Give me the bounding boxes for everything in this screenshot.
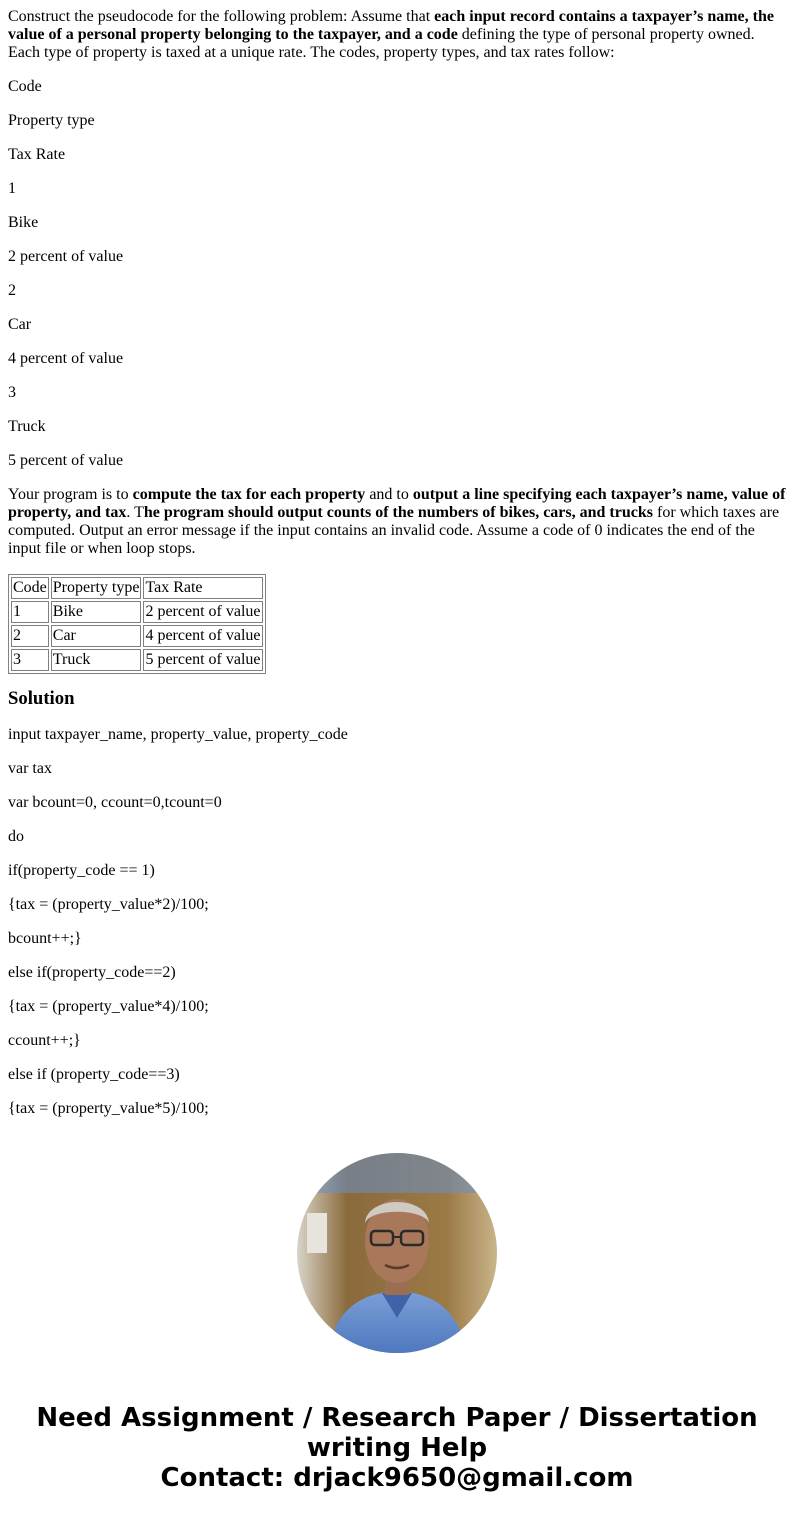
- req-text: and to: [365, 486, 413, 503]
- list-line: Bike: [8, 214, 39, 231]
- req-text: . T: [126, 504, 144, 521]
- req-bold: compute the tax for each property: [132, 486, 366, 503]
- code-line: {tax = (property_value*5)/100;: [8, 1100, 209, 1117]
- promo-line: writing Help: [306, 1433, 488, 1463]
- table-row: [11, 601, 263, 623]
- list-line: 5 percent of value: [8, 452, 124, 469]
- code-line: bcount++;}: [8, 930, 82, 947]
- table-cell: Truck: [51, 649, 142, 671]
- code-line: var tax: [8, 760, 52, 777]
- code-line: do: [8, 828, 24, 845]
- table-row: [11, 625, 263, 647]
- req-text: for which taxes are computed. Output an error message if the input contains an invalid code. Assume a code of 0 indicates the end of the input file or when loop stops.: [8, 504, 780, 557]
- code-line: else if(property_code==2): [8, 964, 176, 981]
- list-line: Property type: [8, 112, 95, 129]
- list-line: 2 percent of value: [8, 248, 124, 265]
- table-header-cell: Tax Rate: [143, 577, 262, 599]
- promo-banner: [0, 1403, 794, 1493]
- intro-text-2: defining the type of personal property owned. Each type of property is taxed at a unique rate. The codes, property types, and tax rates follow:: [8, 26, 755, 61]
- promo-line: Need Assignment / Research Paper / Dissertation: [36, 1403, 758, 1433]
- list-line: Tax Rate: [8, 146, 66, 163]
- tax-rate-table: [8, 574, 266, 674]
- intro-bold: each input record contains a taxpayer’s name, the value of a personal property belonging to the taxpayer, and a code: [8, 8, 774, 43]
- list-line: Code: [8, 78, 42, 95]
- list-line: 3: [8, 384, 16, 401]
- list-line: 2: [8, 282, 16, 299]
- code-line: var bcount=0, ccount=0,tcount=0: [8, 794, 222, 811]
- problem-intro: [8, 8, 786, 62]
- table-cell: 3: [11, 649, 49, 671]
- code-line: {tax = (property_value*4)/100;: [8, 998, 209, 1015]
- code-line: else if (property_code==3): [8, 1066, 180, 1083]
- list-line: 1: [8, 180, 16, 197]
- author-portrait-image: [297, 1153, 497, 1353]
- req-text: Your program is to: [8, 486, 133, 503]
- table-header-row: [11, 577, 263, 599]
- req-bold: output a line specifying each taxpayer’s name, value of property, and tax: [8, 486, 786, 521]
- table-cell: 2: [11, 625, 49, 647]
- author-avatar: [297, 1153, 497, 1353]
- requirements-paragraph: [8, 486, 786, 558]
- code-line: {tax = (property_value*2)/100;: [8, 896, 209, 913]
- table-header-cell: Code: [11, 577, 49, 599]
- table-cell: Bike: [51, 601, 142, 623]
- table-cell: 2 percent of value: [143, 601, 262, 623]
- list-line: Car: [8, 316, 32, 333]
- code-line: ccount++;}: [8, 1032, 81, 1049]
- intro-text: Construct the pseudocode for the following problem: Assume that: [8, 8, 435, 25]
- code-line: if(property_code == 1): [8, 862, 155, 879]
- solution-heading: Solution: [8, 688, 75, 709]
- table-cell: 4 percent of value: [143, 625, 262, 647]
- code-line: input taxpayer_name, property_value, property_code: [8, 726, 348, 743]
- table-row: [11, 649, 263, 671]
- table-header-cell: Property type: [51, 577, 142, 599]
- list-line: 4 percent of value: [8, 350, 124, 367]
- table-cell: 1: [11, 601, 49, 623]
- list-line: Truck: [8, 418, 46, 435]
- promo-contact: Contact: drjack9650@gmail.com: [160, 1463, 634, 1493]
- req-bold: he program should output counts of the numbers of bikes, cars, and trucks: [143, 504, 653, 521]
- table-cell: Car: [51, 625, 142, 647]
- table-cell: 5 percent of value: [143, 649, 262, 671]
